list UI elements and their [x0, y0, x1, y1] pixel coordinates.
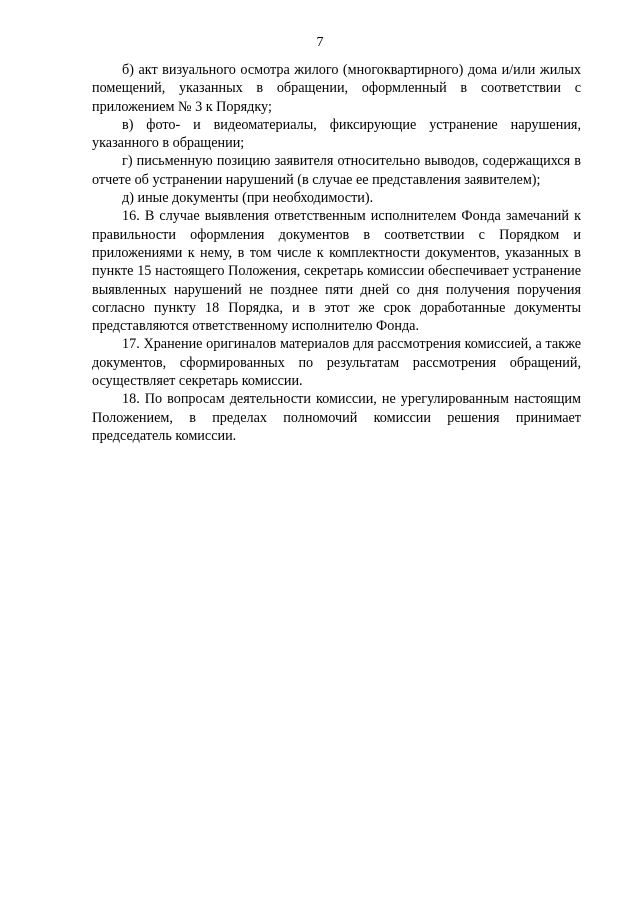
- paragraph-g-applicant-position: г) письменную позицию заявителя относительно выводов, содержащихся в отчете об устранении нарушений (в случае ее представления заявителем);: [92, 153, 581, 188]
- paragraph-d-other-documents: д) иные документы (при необходимости).: [122, 190, 374, 207]
- paragraph-17: 17. Хранение оригиналов материалов для рассмотрения комиссией, а также документов, сформированных по результатам рассмотрения обращений, осуществляет секретарь комиссии.: [92, 336, 581, 390]
- document-body: [92, 61, 581, 445]
- page-number: 7: [316, 35, 324, 50]
- paragraph-v-photo-video: в) фото- и видеоматериалы, фиксирующие устранение нарушения, указанного в обращении;: [92, 116, 581, 152]
- paragraph-b-inspection-act: б) акт визуального осмотра жилого (многоквартирного) дома и/или жилых помещений, указанных в обращении, оформленный в соответствии с приложением № 3 к Порядку;: [92, 62, 581, 115]
- paragraph-16: 16. В случае выявления ответственным исполнителем Фонда замечаний к правильности оформления документов в соответствии с Порядком и приложениями к нему, в том числе к комплектности документов, указанных в пункте 15 настоящего Положения, секретарь комиссии обеспечивает устранение выявленных нарушений не позднее пяти дней со дня получения поручения согласно пункту 18 Порядка, и в этот же срок доработанные документы представляются ответственному исполнителю Фонда.: [92, 208, 581, 335]
- paragraph-18: 18. По вопросам деятельности комиссии, не урегулированным настоящим Положением, в пределах полномочий комиссии решения принимает председатель комиссии.: [92, 391, 581, 444]
